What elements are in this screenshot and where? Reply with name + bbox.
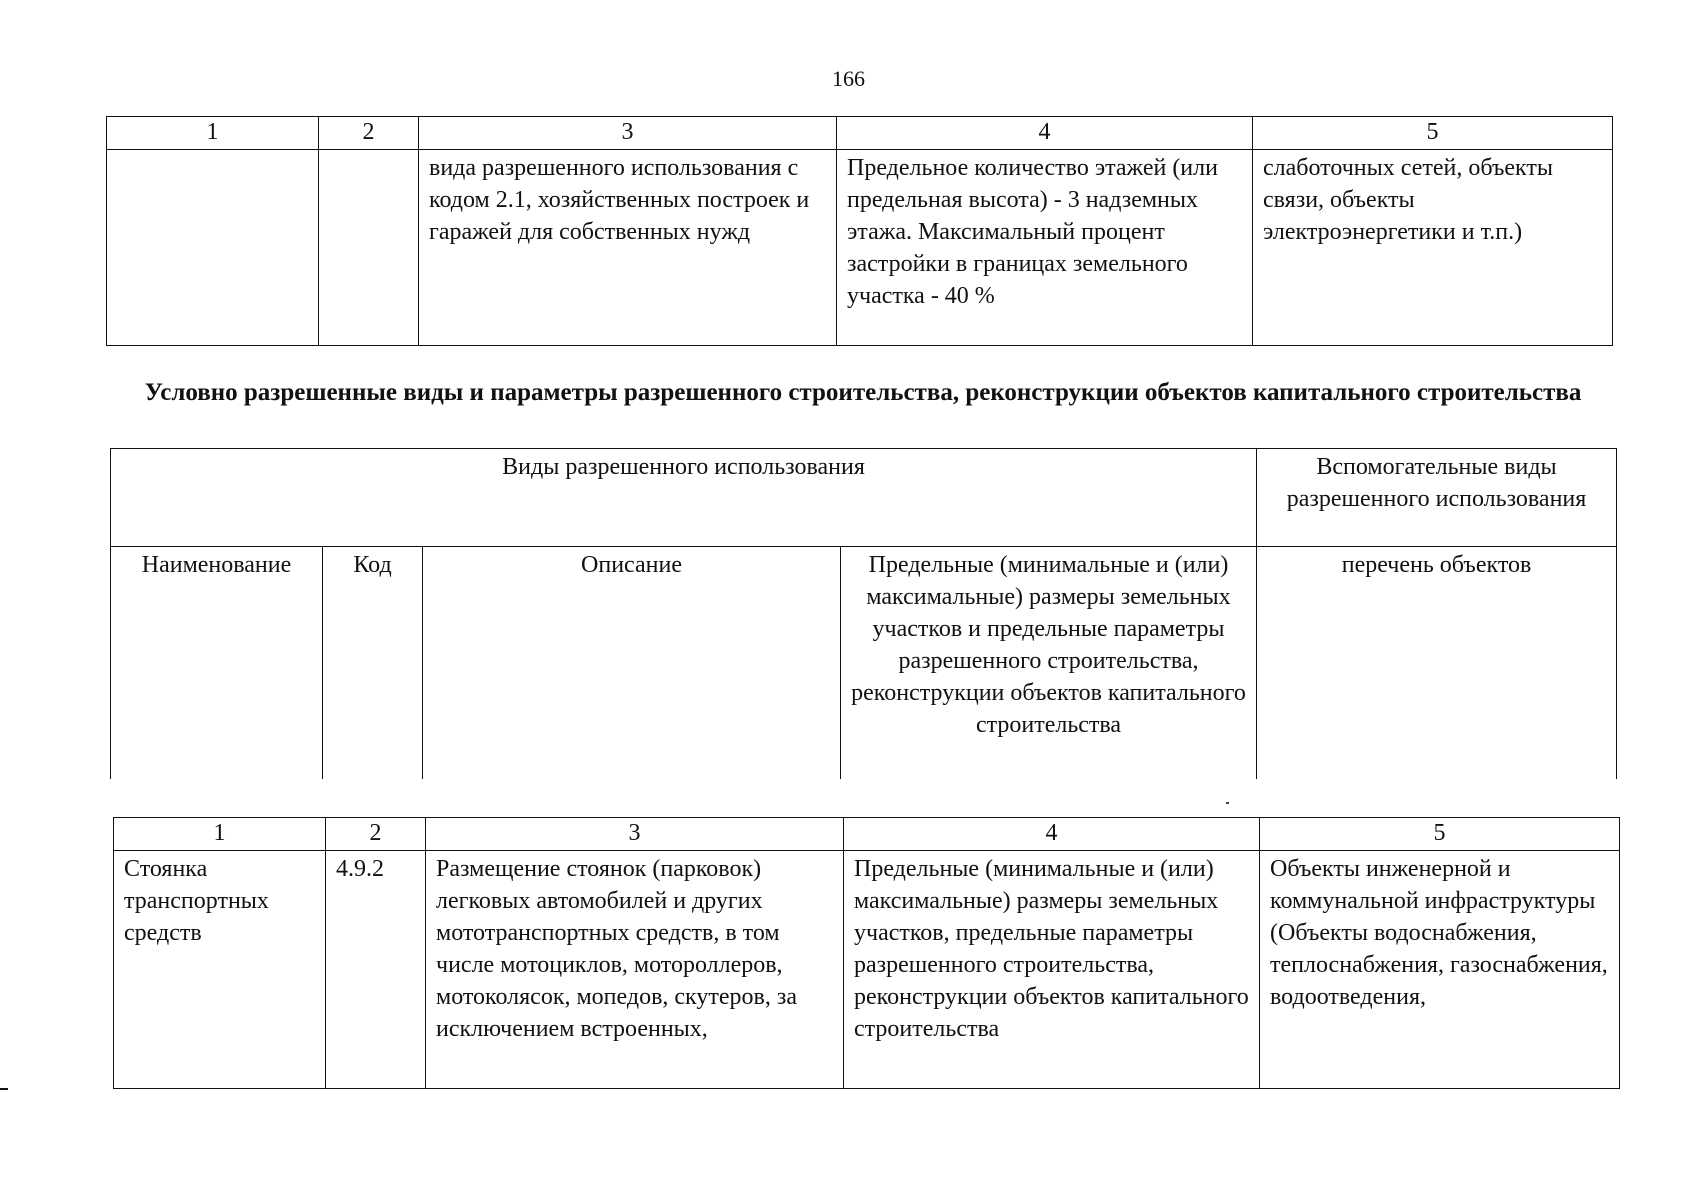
parameters-cell: Предельное количество этажей (или предельная высота) - 3 надземных этажа. Максимальный процент застройки в границах земельного участка - 40 % bbox=[837, 150, 1253, 346]
column-number: 3 bbox=[419, 117, 837, 150]
column-number: 2 bbox=[319, 117, 419, 150]
page-number: 166 bbox=[832, 66, 865, 91]
code-cell: 4.9.2 bbox=[326, 851, 426, 1089]
column-number: 4 bbox=[844, 818, 1260, 851]
section-heading: Условно разрешенные виды и параметры разрешенного строительства, реконструкции объектов капитального строительства bbox=[144, 379, 1582, 406]
column-number: 2 bbox=[326, 818, 426, 851]
code-cell bbox=[319, 150, 419, 346]
group-header-row bbox=[111, 449, 1617, 547]
col-name-header: Наименование bbox=[111, 547, 323, 779]
table-row bbox=[107, 150, 1613, 346]
margin-mark bbox=[0, 1088, 8, 1090]
column-header-row bbox=[111, 547, 1617, 779]
parameters-cell: Предельные (минимальные и (или) максимальные) размеры земельных участков, предельные параметры разрешенного строительства, реконструкции объектов капитального строительства bbox=[844, 851, 1260, 1089]
name-cell: Стоянка транспортных средств bbox=[114, 851, 326, 1089]
column-number: 3 bbox=[426, 818, 844, 851]
column-number: 5 bbox=[1253, 117, 1613, 150]
scan-speck bbox=[1226, 802, 1229, 804]
group-header: Виды разрешенного использования bbox=[111, 449, 1257, 547]
header-table bbox=[110, 448, 1617, 779]
name-cell bbox=[107, 150, 319, 346]
col-description-header: Описание bbox=[423, 547, 841, 779]
auxiliary-cell: слаботочных сетей, объекты связи, объекты электроэнергетики и т.п.) bbox=[1253, 150, 1613, 346]
column-number: 1 bbox=[107, 117, 319, 150]
col-code-header: Код bbox=[323, 547, 423, 779]
column-number: 4 bbox=[837, 117, 1253, 150]
continuation-table bbox=[106, 116, 1613, 346]
column-number-row bbox=[107, 117, 1613, 150]
main-table bbox=[113, 817, 1620, 1089]
auxiliary-cell: Объекты инженерной и коммунальной инфраструктуры (Объекты водоснабжения, теплоснабжения, газоснабжения, водоотведения, bbox=[1260, 851, 1620, 1089]
description-cell: вида разрешенного использования с кодом 2.1, хозяйственных построек и гаражей для собственных нужд bbox=[419, 150, 837, 346]
column-number: 5 bbox=[1260, 818, 1620, 851]
column-number-row bbox=[114, 818, 1620, 851]
column-number: 1 bbox=[114, 818, 326, 851]
table-row bbox=[114, 851, 1620, 1089]
description-cell: Размещение стоянок (парковок) легковых автомобилей и других мототранспортных средств, в том числе мотоциклов, мотороллеров, мотоколясок, мопедов, скутеров, за исключением встроенных, bbox=[426, 851, 844, 1089]
col-auxiliary-header: перечень объектов bbox=[1257, 547, 1617, 779]
col-parameters-header: Предельные (минимальные и (или) максимальные) размеры земельных участков и предельные параметры разрешенного строительства, реконструкции объектов капитального строительства bbox=[841, 547, 1257, 779]
aux-header: Вспомогательные виды разрешенного использования bbox=[1257, 449, 1617, 547]
